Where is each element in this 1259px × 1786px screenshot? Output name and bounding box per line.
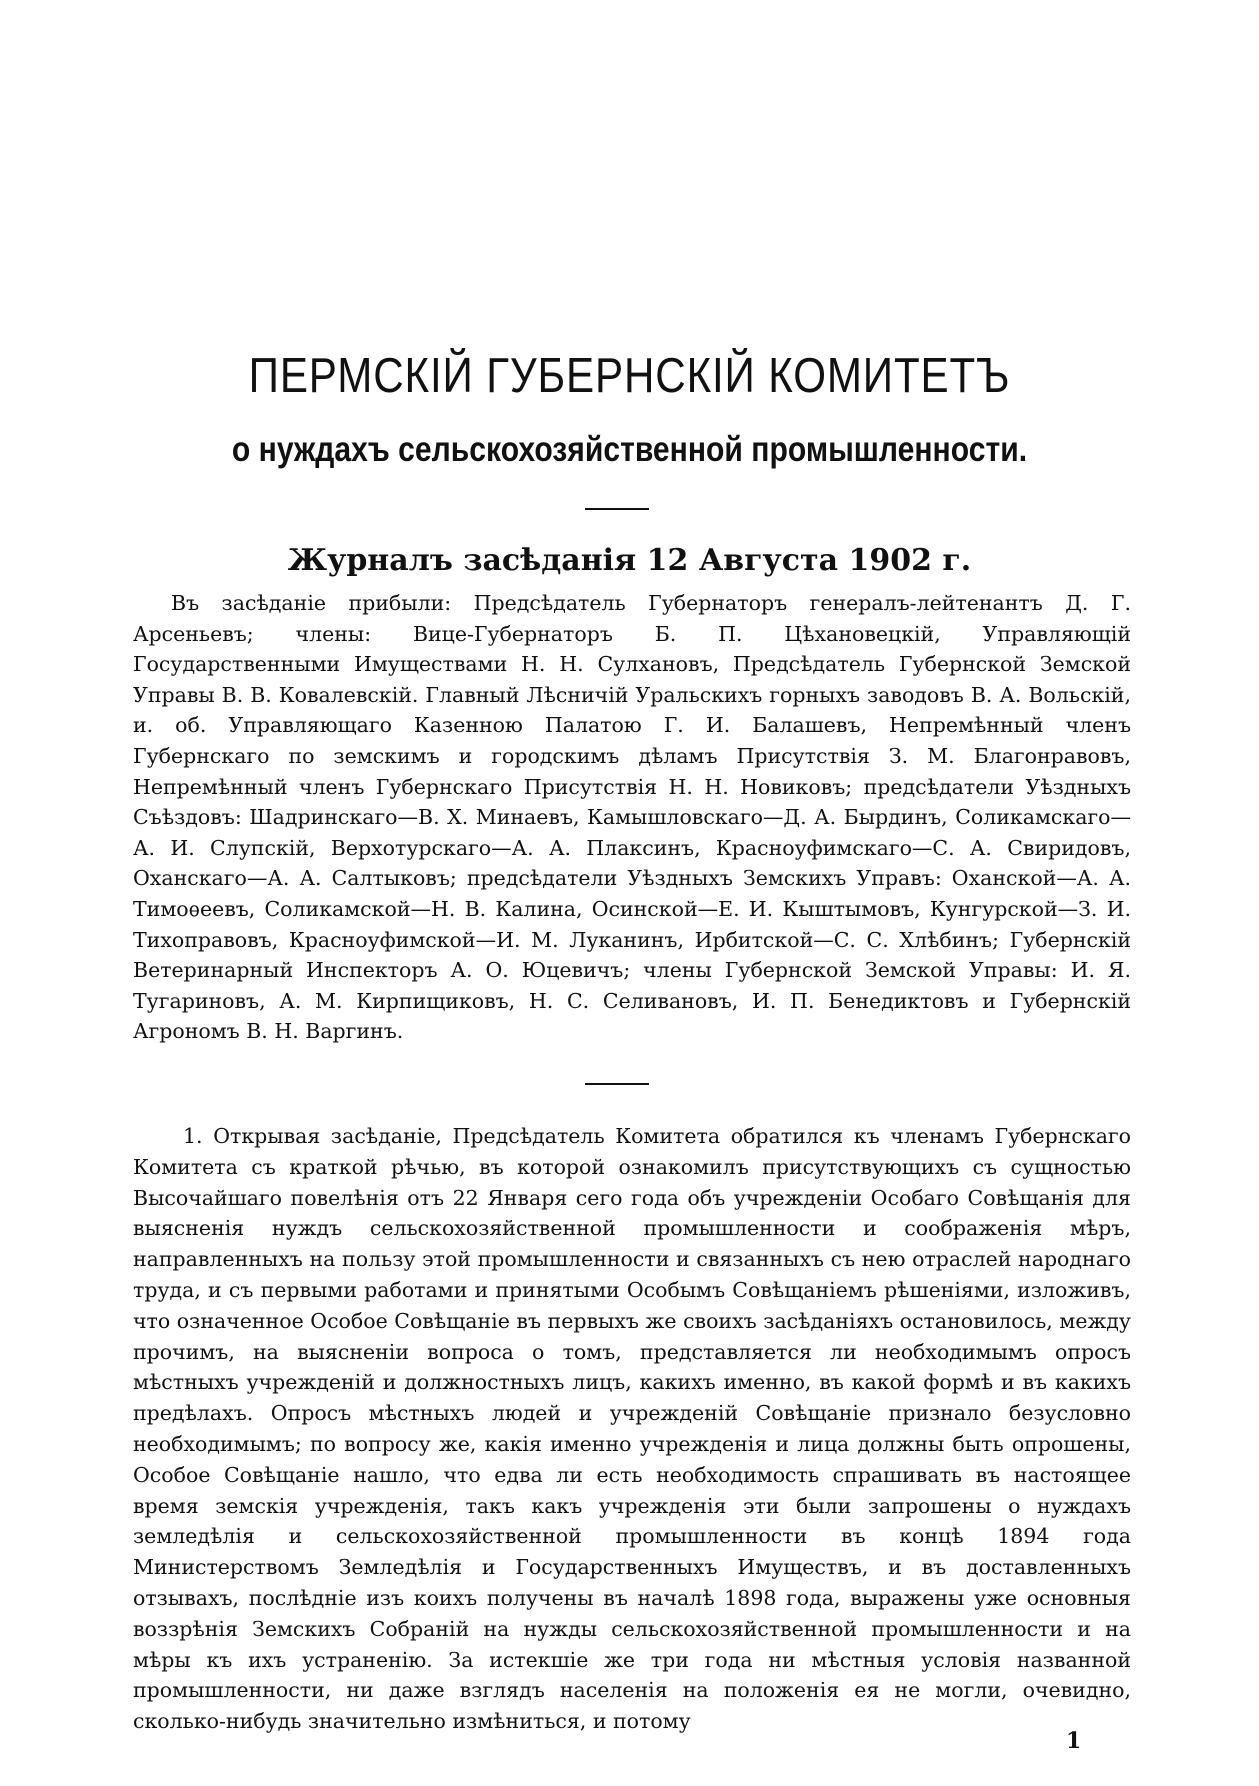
document-subtitle: о нуждахъ сельскохозяйственной промышленности.	[231, 430, 1028, 469]
document-title: ПЕРМСКІЙ ГУБЕРНСКІЙ КОМИТЕТЪ	[248, 349, 1011, 403]
page-number: 1	[1066, 1728, 1082, 1754]
item-1-paragraph: 1. Открывая засѣданіе, Предсѣдатель Комитета обратился къ членамъ Губернскаго Комитета съ краткой рѣчью, въ которой ознакомилъ присутствующихъ съ сущностью Высочайшаго повелѣнія отъ 22 Января сего года объ учрежденіи Особаго Совѣщанія для выясненія нуждъ сельскохозяйственной промышленности и соображенія мѣръ, направленныхъ на пользу этой промышленности и связанныхъ съ нею отраслей народнаго труда, и съ первыми работами и принятыми Особымъ Совѣщаніемъ рѣшеніями, изложивъ, что означенное Особое Совѣщаніе въ первыхъ же своихъ засѣданіяхъ остановилось, между прочимъ, на выясненіи вопроса о томъ, представляется ли необходимымъ опросъ мѣстныхъ учрежденій и должностныхъ лицъ, какихъ именно, въ какой формѣ и въ какихъ предѣлахъ. Опросъ мѣстныхъ людей и учрежденій Совѣщаніе признало безусловно необходимымъ; по вопросу же, какія именно учрежденія и лица должны быть опрошены, Особое Совѣщаніе нашло, что едва ли есть необходимость спрашивать въ настоящее время земскія учрежденія, такъ какъ учрежденія эти были запрошены о нуждахъ земледѣлія и сельскохозяйственной промышленности въ концѣ 1894 года Министерствомъ Земледѣлія и Государственныхъ Имуществъ, и въ доставленныхъ отзывахъ, послѣдніе изъ коихъ получены въ началѣ 1898 года, выражены уже основныя воззрѣнія Земскихъ Собраній на нужды сельскохозяйственной промышленности и на мѣры къ ихъ устраненію. За истекшіе же три года ни мѣстныя условія названной промышленности, ни даже взглядъ населенія на положенія ея не могли, очевидно, сколько-нибудь значительно измѣниться, и потому	[133, 1124, 1131, 1734]
separator-rule	[585, 1083, 649, 1085]
separator-rule	[585, 508, 649, 510]
attendees-paragraph: Въ засѣданіе прибыли: Предсѣдатель Губернаторъ генералъ-лейтенантъ Д. Г. Арсеньевъ; члены: Вице-Губернаторъ Б. П. Цѣхановецкій, Управляющій Государственными Имуществами Н. Н. Сулхановъ, Предсѣдатель Губернской Земской Управы В. В. Ковалевскій. Главный Лѣсничій Уральскихъ горныхъ заводовъ В. А. Вольскій, и. об. Управляющаго Казенною Палатою Г. И. Балашевъ, Непремѣнный членъ Губернскаго по земскимъ и городскимъ дѣламъ Присутствія З. М. Благонравовъ, Непремѣнный членъ Губернскаго Присутствія Н. Н. Новиковъ; предсѣдатели Уѣздныхъ Съѣздовъ: Шадринскаго—В. Х. Минаевъ, Камышловскаго—Д. А. Бырдинъ, Соликамскаго—А. И. Слупскій, Верхотурскаго—А. А. Плаксинъ, Красноуфимскаго—С. А. Свиридовъ, Оханскаго—А. А. Салтыковъ; предсѣдатели Уѣздныхъ Земскихъ Управъ: Оханской—А. А. Тимоѳеевъ, Соликамской—Н. В. Калина, Осинской—Е. И. Кыштымовъ, Кунгурской—З. И. Тихоправовъ, Красноуфимской—И. М. Луканинъ, Ирбитской—С. С. Хлѣбинъ; Губернскій Ветеринарный Инспекторъ А. О. Юцевичъ; члены Губернской Земской Управы: И. Я. Тугариновъ, А. М. Кирпищиковъ, Н. С. Селивановъ, И. П. Бенедиктовъ и Губернскій Агрономъ В. Н. Варгинъ.	[133, 591, 1131, 1044]
journal-heading: Журналъ засѣданія 12 Августа 1902 г.	[287, 543, 972, 578]
